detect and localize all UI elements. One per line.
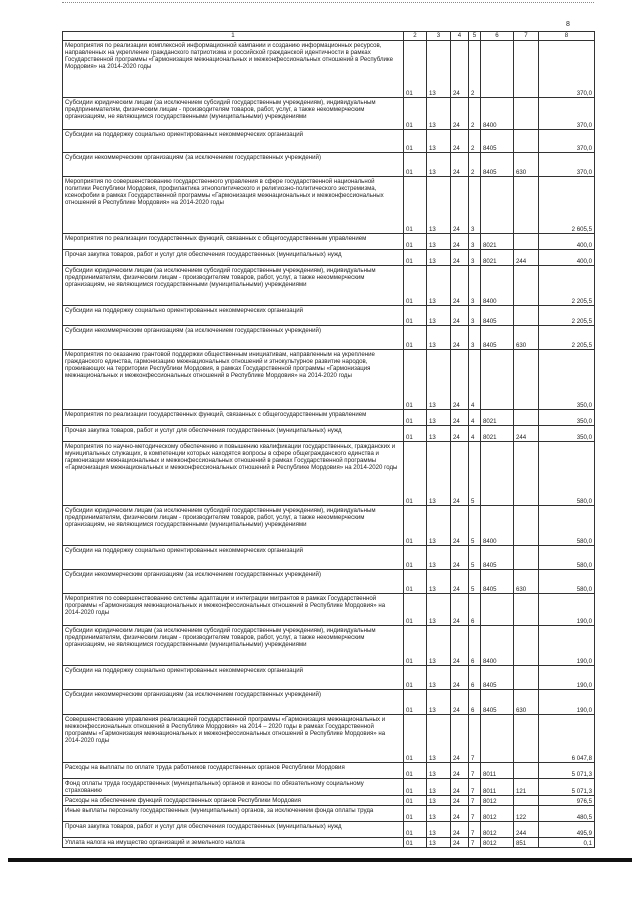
row-code-c4: 24	[451, 715, 469, 763]
row-code-c4: 24	[451, 666, 469, 690]
row-code-c6: 8012	[481, 822, 514, 838]
table-row	[63, 266, 595, 306]
row-amount: 370,0	[539, 98, 595, 130]
row-code-c5: 7	[469, 763, 481, 779]
row-code-c4: 24	[451, 326, 469, 350]
row-code-c7	[514, 306, 539, 326]
row-amount: 5 071,3	[539, 763, 595, 779]
row-amount: 2 205,5	[539, 306, 595, 326]
table-row	[63, 410, 595, 426]
row-code-c3: 13	[427, 306, 451, 326]
row-name: Фонд оплаты труда государственных (муниципальных) органов и взносы по обязательному социальному страхованию	[63, 779, 404, 796]
row-amount: 370,0	[539, 41, 595, 98]
row-code-c4: 24	[451, 763, 469, 779]
row-code-c5: 5	[469, 442, 481, 506]
row-code-c2: 01	[404, 350, 427, 410]
row-code-c3: 13	[427, 779, 451, 796]
row-amount: 976,5	[539, 796, 595, 806]
row-code-c4: 24	[451, 153, 469, 177]
col-header: 1	[63, 32, 404, 41]
row-amount: 2 205,5	[539, 266, 595, 306]
row-name: Мероприятия по реализации государственных функций, связанных с общегосударственным управлением	[63, 410, 404, 426]
row-code-c4: 24	[451, 626, 469, 666]
row-code-c6: 8011	[481, 779, 514, 796]
row-code-c6: 8012	[481, 838, 514, 848]
row-code-c5: 4	[469, 410, 481, 426]
table-row	[63, 177, 595, 234]
row-code-c6: 8012	[481, 806, 514, 822]
row-amount: 2 605,5	[539, 177, 595, 234]
row-code-c3: 13	[427, 350, 451, 410]
row-name: Прочая закупка товаров, работ и услуг для обеспечения государственных (муниципальных) нужд	[63, 822, 404, 838]
row-code-c7	[514, 763, 539, 779]
row-code-c3: 13	[427, 250, 451, 266]
row-code-c3: 13	[427, 594, 451, 626]
row-name: Субсидии некоммерческим организациям (за исключением государственных учреждений)	[63, 153, 404, 177]
row-name: Субсидии на поддержку социально ориентированных некоммерческих организаций	[63, 546, 404, 570]
row-name: Мероприятия по совершенствованию государственного управления в сфере государственной национальной политики Республики Мордовия, профилактика этнополитического и религиозно-политического экстремизма, ксенофобии в рамках Государственной программы «Гармонизация межнациональных и межконфессиональных отношений в Республике Мордовия» на 2014-2020 годы	[63, 177, 404, 234]
row-amount: 350,0	[539, 350, 595, 410]
row-amount: 370,0	[539, 153, 595, 177]
row-code-c6: 8400	[481, 98, 514, 130]
table-row	[63, 98, 595, 130]
table-row	[63, 822, 595, 838]
row-code-c6	[481, 715, 514, 763]
row-amount: 350,0	[539, 410, 595, 426]
row-code-c7	[514, 715, 539, 763]
row-code-c4: 24	[451, 130, 469, 153]
row-code-c5: 3	[469, 234, 481, 250]
row-code-c2: 01	[404, 442, 427, 506]
row-code-c5: 2	[469, 98, 481, 130]
row-code-c3: 13	[427, 177, 451, 234]
row-code-c7: 630	[514, 153, 539, 177]
row-code-c5: 6	[469, 626, 481, 666]
row-code-c2: 01	[404, 763, 427, 779]
col-header: 5	[469, 32, 481, 41]
row-code-c4: 24	[451, 690, 469, 715]
row-amount: 480,5	[539, 806, 595, 822]
row-amount: 190,0	[539, 690, 595, 715]
row-name: Мероприятия по реализации комплексной информационной кампании и созданию информационных ресурсов, направленных на укрепление гражданского патриотизма и российской гражданской идентичности в рамках Государственной программы «Гармонизация межнациональных и межконфессиональных отношений в Республике Мордовия» на 2014-2020 годы	[63, 41, 404, 98]
row-amount: 495,9	[539, 822, 595, 838]
row-code-c6: 8405	[481, 130, 514, 153]
row-code-c7: 121	[514, 779, 539, 796]
row-code-c3: 13	[427, 41, 451, 98]
row-amount: 580,0	[539, 546, 595, 570]
row-code-c4: 24	[451, 822, 469, 838]
row-code-c7	[514, 442, 539, 506]
table-row	[63, 506, 595, 546]
row-code-c2: 01	[404, 326, 427, 350]
row-code-c2: 01	[404, 715, 427, 763]
row-amount: 5 071,3	[539, 779, 595, 796]
row-code-c6: 8405	[481, 326, 514, 350]
table-row	[63, 763, 595, 779]
row-code-c5: 3	[469, 177, 481, 234]
row-code-c2: 01	[404, 690, 427, 715]
table-row	[63, 546, 595, 570]
row-code-c4: 24	[451, 779, 469, 796]
row-code-c5: 2	[469, 153, 481, 177]
row-code-c2: 01	[404, 266, 427, 306]
row-code-c5: 4	[469, 426, 481, 442]
row-code-c7	[514, 130, 539, 153]
row-name: Субсидии некоммерческим организациям (за исключением государственных учреждений)	[63, 690, 404, 715]
row-code-c5: 7	[469, 715, 481, 763]
row-code-c3: 13	[427, 426, 451, 442]
row-code-c5: 2	[469, 41, 481, 98]
row-code-c2: 01	[404, 306, 427, 326]
row-code-c7: 244	[514, 250, 539, 266]
row-code-c2: 01	[404, 626, 427, 666]
row-code-c4: 24	[451, 838, 469, 848]
row-code-c2: 01	[404, 177, 427, 234]
table-row	[63, 306, 595, 326]
row-code-c7	[514, 546, 539, 570]
row-code-c3: 13	[427, 715, 451, 763]
table-row	[63, 715, 595, 763]
row-code-c3: 13	[427, 410, 451, 426]
table-row	[63, 570, 595, 594]
table-row	[63, 806, 595, 822]
row-code-c6	[481, 594, 514, 626]
row-code-c3: 13	[427, 763, 451, 779]
row-name: Субсидии на поддержку социально ориентированных некоммерческих организаций	[63, 130, 404, 153]
row-code-c2: 01	[404, 506, 427, 546]
row-code-c3: 13	[427, 266, 451, 306]
row-code-c7: 630	[514, 326, 539, 350]
row-code-c2: 01	[404, 153, 427, 177]
table-row	[63, 838, 595, 848]
table-row	[63, 41, 595, 98]
row-code-c4: 24	[451, 594, 469, 626]
row-code-c3: 13	[427, 153, 451, 177]
row-code-c6	[481, 350, 514, 410]
row-code-c3: 13	[427, 690, 451, 715]
row-code-c7	[514, 626, 539, 666]
row-code-c4: 24	[451, 41, 469, 98]
row-name: Субсидии некоммерческим организациям (за исключением государственных учреждений)	[63, 326, 404, 350]
row-name: Расходы на обеспечение функций государственных органов Республики Мордовия	[63, 796, 404, 806]
row-code-c6: 8405	[481, 570, 514, 594]
row-name: Субсидии юридическим лицам (за исключением субсидий государственным учреждениям), индивидуальным предпринимателям, физическим лицам - производителям товаров, работ, услуг, а также некоммерческим организациям, не являющимся государственными (муниципальными) учреждениями	[63, 506, 404, 546]
table-row	[63, 326, 595, 350]
row-name: Мероприятия по научно-методическому обеспечению и повышению квалификации государственных, гражданских и муниципальных служащих, в компетенции которых находятся вопросы в сфере общегражданского единства и гармонизации межнациональных и межконфессиональных отношений в рамках Государственной программы «Гармонизация межнациональных и межконфессиональных отношений в Республике Мордовия» на 2014-2020 годы	[63, 442, 404, 506]
row-code-c2: 01	[404, 779, 427, 796]
row-amount: 190,0	[539, 626, 595, 666]
row-code-c3: 13	[427, 838, 451, 848]
row-code-c4: 24	[451, 234, 469, 250]
row-code-c3: 13	[427, 822, 451, 838]
row-code-c5: 3	[469, 326, 481, 350]
row-amount: 190,0	[539, 594, 595, 626]
row-name: Субсидии юридическим лицам (за исключением субсидий государственным учреждениям), индивидуальным предпринимателям, физическим лицам - производителям товаров, работ, услуг, а также некоммерческим организациям, не являющимся государственными (муниципальными) учреждениями	[63, 626, 404, 666]
table-row	[63, 690, 595, 715]
row-code-c6	[481, 41, 514, 98]
row-code-c4: 24	[451, 442, 469, 506]
row-amount: 580,0	[539, 506, 595, 546]
row-code-c5: 4	[469, 350, 481, 410]
row-code-c4: 24	[451, 570, 469, 594]
row-code-c4: 24	[451, 806, 469, 822]
row-code-c6	[481, 177, 514, 234]
row-code-c7: 630	[514, 690, 539, 715]
row-code-c6: 8405	[481, 666, 514, 690]
row-code-c7	[514, 410, 539, 426]
row-code-c2: 01	[404, 796, 427, 806]
row-code-c5: 5	[469, 546, 481, 570]
row-code-c5: 7	[469, 796, 481, 806]
row-code-c5: 3	[469, 306, 481, 326]
row-name: Субсидии на поддержку социально ориентированных некоммерческих организаций	[63, 666, 404, 690]
row-code-c4: 24	[451, 177, 469, 234]
row-code-c2: 01	[404, 410, 427, 426]
row-amount: 580,0	[539, 570, 595, 594]
row-code-c7	[514, 266, 539, 306]
row-code-c7	[514, 234, 539, 250]
row-code-c6: 8400	[481, 626, 514, 666]
row-code-c7	[514, 98, 539, 130]
row-code-c4: 24	[451, 796, 469, 806]
row-name: Субсидии некоммерческим организациям (за исключением государственных учреждений)	[63, 570, 404, 594]
row-amount: 350,0	[539, 426, 595, 442]
row-code-c6: 8021	[481, 250, 514, 266]
row-code-c7	[514, 506, 539, 546]
row-code-c7	[514, 594, 539, 626]
row-code-c6: 8405	[481, 546, 514, 570]
page-number: 8	[566, 21, 570, 28]
row-code-c5: 6	[469, 666, 481, 690]
row-name: Совершенствование управления реализацией государственной программы «Гармонизация межнациональных и межконфессиональных отношений в Республике Мордовия» на 2014 – 2020 годы в рамках Государственной программы «Гармонизация межнациональных и межконфессиональных отношений в Республике Мордовия» на 2014-2020 годы	[63, 715, 404, 763]
row-code-c5: 3	[469, 250, 481, 266]
row-code-c6: 8400	[481, 266, 514, 306]
col-header: 2	[404, 32, 427, 41]
table-row	[63, 426, 595, 442]
table-row	[63, 666, 595, 690]
row-code-c4: 24	[451, 306, 469, 326]
row-code-c5: 7	[469, 822, 481, 838]
budget-table	[62, 31, 595, 848]
row-code-c2: 01	[404, 806, 427, 822]
row-code-c2: 01	[404, 426, 427, 442]
row-amount: 2 205,5	[539, 326, 595, 350]
row-code-c4: 24	[451, 410, 469, 426]
row-code-c5: 3	[469, 266, 481, 306]
row-code-c2: 01	[404, 666, 427, 690]
row-code-c6: 8021	[481, 410, 514, 426]
row-code-c6: 8011	[481, 763, 514, 779]
table-row	[63, 130, 595, 153]
row-code-c5: 7	[469, 838, 481, 848]
col-header: 4	[451, 32, 469, 41]
table-row	[63, 779, 595, 796]
row-code-c3: 13	[427, 442, 451, 506]
row-code-c7	[514, 666, 539, 690]
row-code-c5: 6	[469, 594, 481, 626]
row-code-c2: 01	[404, 98, 427, 130]
row-code-c4: 24	[451, 98, 469, 130]
row-code-c7: 244	[514, 426, 539, 442]
row-name: Мероприятия по совершенствованию системы адаптации и интеграции мигрантов в рамках Государственной программы «Гармонизация межнациональных и межконфессиональных отношений в Республике Мордовия» на 2014-2020 годы	[63, 594, 404, 626]
row-name: Мероприятия по реализации государственных функций, связанных с общегосударственным управлением	[63, 234, 404, 250]
row-code-c2: 01	[404, 130, 427, 153]
row-code-c2: 01	[404, 250, 427, 266]
row-code-c6: 8405	[481, 306, 514, 326]
row-code-c3: 13	[427, 796, 451, 806]
table-row	[63, 796, 595, 806]
row-amount: 370,0	[539, 130, 595, 153]
col-header: 3	[427, 32, 451, 41]
col-header: 7	[514, 32, 539, 41]
row-code-c7: 122	[514, 806, 539, 822]
row-amount: 580,0	[539, 442, 595, 506]
row-code-c4: 24	[451, 266, 469, 306]
row-name: Расходы на выплаты по оплате труда работников государственных органов Республики Мордовия	[63, 763, 404, 779]
row-code-c6: 8400	[481, 506, 514, 546]
table-row	[63, 626, 595, 666]
row-code-c7	[514, 350, 539, 410]
row-name: Прочая закупка товаров, работ и услуг для обеспечения государственных (муниципальных) нужд	[63, 250, 404, 266]
row-code-c7	[514, 41, 539, 98]
row-amount: 0,1	[539, 838, 595, 848]
header-row	[63, 32, 595, 41]
row-code-c7: 630	[514, 570, 539, 594]
row-code-c5: 5	[469, 506, 481, 546]
row-code-c7: 851	[514, 838, 539, 848]
row-code-c2: 01	[404, 41, 427, 98]
scan-edge-artifact	[62, 2, 594, 4]
row-amount: 400,0	[539, 250, 595, 266]
row-code-c5: 2	[469, 130, 481, 153]
row-code-c5: 7	[469, 779, 481, 796]
table-row	[63, 442, 595, 506]
row-name: Субсидии юридическим лицам (за исключением субсидий государственным учреждениям), индивидуальным предпринимателям, физическим лицам - производителям товаров, работ, услуг, а также некоммерческим организациям, не являющимся государственными (муниципальными) учреждениями	[63, 266, 404, 306]
table-body	[63, 32, 595, 848]
row-code-c3: 13	[427, 130, 451, 153]
row-code-c5: 6	[469, 690, 481, 715]
scan-bottom-edge	[8, 858, 632, 862]
row-code-c7: 244	[514, 822, 539, 838]
row-code-c3: 13	[427, 234, 451, 250]
row-amount: 400,0	[539, 234, 595, 250]
row-code-c2: 01	[404, 546, 427, 570]
row-code-c7	[514, 177, 539, 234]
row-name: Уплата налога на имущество организаций и земельного налога	[63, 838, 404, 848]
row-code-c3: 13	[427, 546, 451, 570]
row-code-c6: 8021	[481, 234, 514, 250]
row-code-c3: 13	[427, 98, 451, 130]
row-code-c4: 24	[451, 426, 469, 442]
table-row	[63, 153, 595, 177]
row-amount: 6 047,8	[539, 715, 595, 763]
row-code-c3: 13	[427, 666, 451, 690]
table-row	[63, 250, 595, 266]
table-row	[63, 234, 595, 250]
row-code-c4: 24	[451, 546, 469, 570]
row-code-c2: 01	[404, 570, 427, 594]
table-row	[63, 594, 595, 626]
row-name: Субсидии на поддержку социально ориентированных некоммерческих организаций	[63, 306, 404, 326]
row-code-c7	[514, 796, 539, 806]
row-code-c2: 01	[404, 234, 427, 250]
row-code-c2: 01	[404, 838, 427, 848]
row-code-c6: 8021	[481, 426, 514, 442]
row-code-c4: 24	[451, 350, 469, 410]
row-name: Мероприятия по оказанию грантовой поддержки общественным инициативам, направленным на укрепление гражданского единства, гармонизацию межнациональных отношений и этнокультурное развитие народов, проживающих на территории Республики Мордовия, в рамках Государственной программы «Гармонизация межнациональных и межконфессиональных отношений в Республике Мордовия» на 2014-2020 годы	[63, 350, 404, 410]
table-row	[63, 350, 595, 410]
row-code-c3: 13	[427, 506, 451, 546]
col-header: 8	[539, 32, 595, 41]
row-code-c6: 8405	[481, 153, 514, 177]
row-code-c6: 8012	[481, 796, 514, 806]
row-name: Субсидии юридическим лицам (за исключением субсидий государственным учреждениям), индивидуальным предпринимателям, физическим лицам - производителям товаров, работ, услуг, а также некоммерческим организациям, не являющимся государственными (муниципальными) учреждениями	[63, 98, 404, 130]
row-code-c2: 01	[404, 822, 427, 838]
row-code-c6: 8405	[481, 690, 514, 715]
row-code-c3: 13	[427, 326, 451, 350]
row-code-c4: 24	[451, 506, 469, 546]
row-name: Прочая закупка товаров, работ и услуг для обеспечения государственных (муниципальных) нужд	[63, 426, 404, 442]
row-code-c5: 7	[469, 806, 481, 822]
row-amount: 190,0	[539, 666, 595, 690]
row-code-c4: 24	[451, 250, 469, 266]
row-code-c6	[481, 442, 514, 506]
row-name: Иные выплаты персоналу государственных (муниципальных) органов, за исключением фонда оплаты труда	[63, 806, 404, 822]
row-code-c3: 13	[427, 626, 451, 666]
row-code-c3: 13	[427, 570, 451, 594]
row-code-c3: 13	[427, 806, 451, 822]
row-code-c5: 5	[469, 570, 481, 594]
row-code-c2: 01	[404, 594, 427, 626]
col-header: 6	[481, 32, 514, 41]
